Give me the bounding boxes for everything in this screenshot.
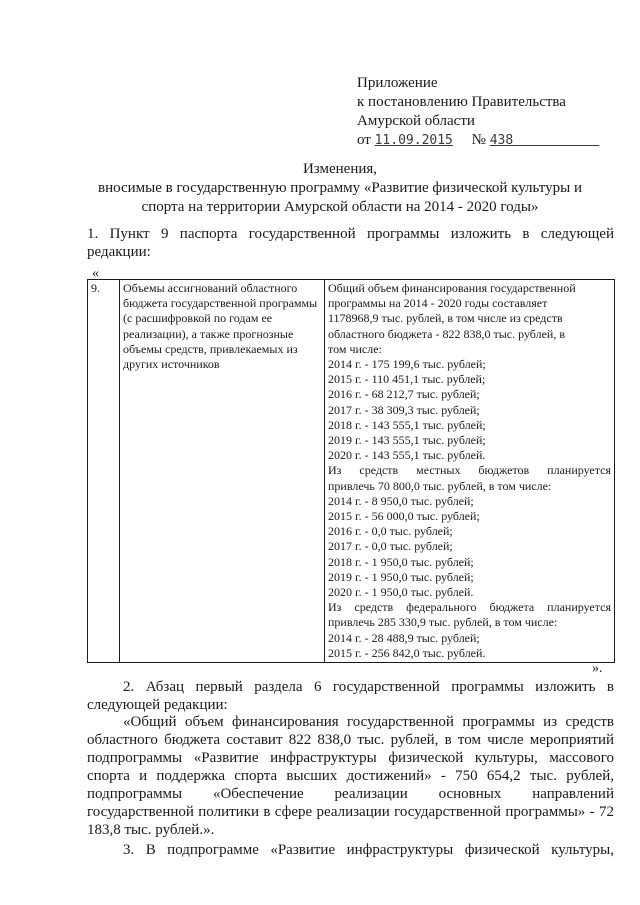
- date-value: 11.09.2015: [374, 133, 453, 148]
- table-row: [88, 280, 615, 663]
- row-description: Объемы ассигнований областного бюджета государственной программы (с расшифровкой по годам ее реализации), а также прогнозные объемы средств, привлекаемых из других источников: [120, 280, 325, 663]
- financing-line: Из средств местных бюджетов планируется: [328, 463, 611, 478]
- financing-line: 2016 г. - 0,0 тыс. рублей;: [328, 524, 453, 539]
- financing-line: 2019 г. - 1 950,0 тыс. рублей;: [328, 569, 474, 584]
- title-heading: Изменения,: [302, 161, 378, 177]
- number-prefix: №: [471, 132, 486, 148]
- financing-line: 2019 г. - 143 555,1 тыс. рублей;: [328, 433, 486, 448]
- passport-table: [87, 279, 615, 663]
- item1-text: 1. Пункт 9 паспорта государственной программы изложить в следующей: [87, 226, 614, 242]
- financing-line: 1178968,9 тыс. рублей, в том числе из средств: [328, 311, 563, 326]
- financing-line: 2015 г. - 56 000,0 тыс. рублей;: [328, 509, 480, 524]
- financing-line: 2015 г. - 110 451,1 тыс. рублей;: [328, 372, 486, 387]
- financing-line: 2017 г. - 38 309,3 тыс. рублей;: [328, 402, 480, 417]
- financing-line: Общий объем финансирования государственной: [328, 281, 576, 295]
- item1-text-cont: редакции:: [87, 244, 151, 260]
- row-number: 9.: [88, 280, 120, 663]
- appendix-region: Амурской области: [357, 113, 475, 129]
- financing-line: 2015 г. - 256 842,0 тыс. рублей.: [328, 645, 486, 660]
- document-title: [40, 160, 640, 217]
- financing-line: Из средств федерального бюджета планируется: [328, 600, 611, 615]
- financing-line: привлечь 70 800,0 тыс. рублей, в том числе:: [328, 478, 552, 493]
- item2-quote: «Общий объем финансирования государственной программы из средств областного бюджета составит 822 838,0 тыс. рублей, в том числе мероприятий подпрограммы «Развитие инфраструктуры физической культуры, массового спорта и поддержка спорта высших достижений» - 750 654,2 тыс. рублей, подпрограммы «Обеспечение реализации основных направлений государственной политики в сфере реализации государственной программы» - 72 183,8 тыс. рублей.».: [87, 714, 614, 838]
- financing-line: областного бюджета - 822 838,0 тыс. рублей, в: [328, 326, 565, 341]
- appendix-resolution: к постановлению Правительства: [357, 94, 566, 110]
- financing-line: 2014 г. - 28 488,9 тыс. рублей;: [328, 630, 480, 645]
- title-line-1: вносимые в государственную программу «Развитие физической культуры и: [97, 180, 583, 196]
- row-financing: [325, 280, 615, 663]
- number-value: 438: [489, 133, 514, 148]
- appendix-header: [357, 74, 627, 150]
- appendix-date-line: [357, 131, 627, 150]
- financing-line: 2016 г. - 68 212,7 тыс. рублей;: [328, 387, 480, 402]
- financing-line: программы на 2014 - 2020 годы составляет: [328, 296, 548, 311]
- financing-line: том числе:: [328, 341, 382, 356]
- financing-line: 2020 г. - 1 950,0 тыс. рублей.: [328, 585, 474, 600]
- financing-line: 2018 г. - 143 555,1 тыс. рублей;: [328, 417, 486, 432]
- financing-line: 2017 г. - 0,0 тыс. рублей;: [328, 539, 453, 554]
- date-prefix: от: [357, 132, 371, 148]
- title-line-2: спорта на территории Амурской области на 2014 - 2020 годы»: [141, 199, 539, 215]
- financing-line: 2014 г. - 175 199,6 тыс. рублей;: [328, 357, 486, 372]
- item3-text: 3. В подпрограмме «Развитие инфраструктуры физической культуры,: [123, 842, 614, 858]
- financing-line: 2018 г. - 1 950,0 тыс. рублей;: [328, 554, 474, 569]
- financing-line: привлечь 285 330,9 тыс. рублей, в том числе:: [328, 615, 558, 630]
- financing-line: 2014 г. - 8 950,0 тыс. рублей;: [328, 493, 474, 508]
- item2-intro: 2. Абзац первый раздела 6 государственной программы изложить в следующей редакции:: [87, 679, 614, 713]
- quote-close: ».: [592, 661, 603, 676]
- quote-open: «: [92, 266, 99, 281]
- appendix-title: Приложение: [357, 75, 438, 91]
- financing-line: 2020 г. - 143 555,1 тыс. рублей.: [328, 448, 486, 463]
